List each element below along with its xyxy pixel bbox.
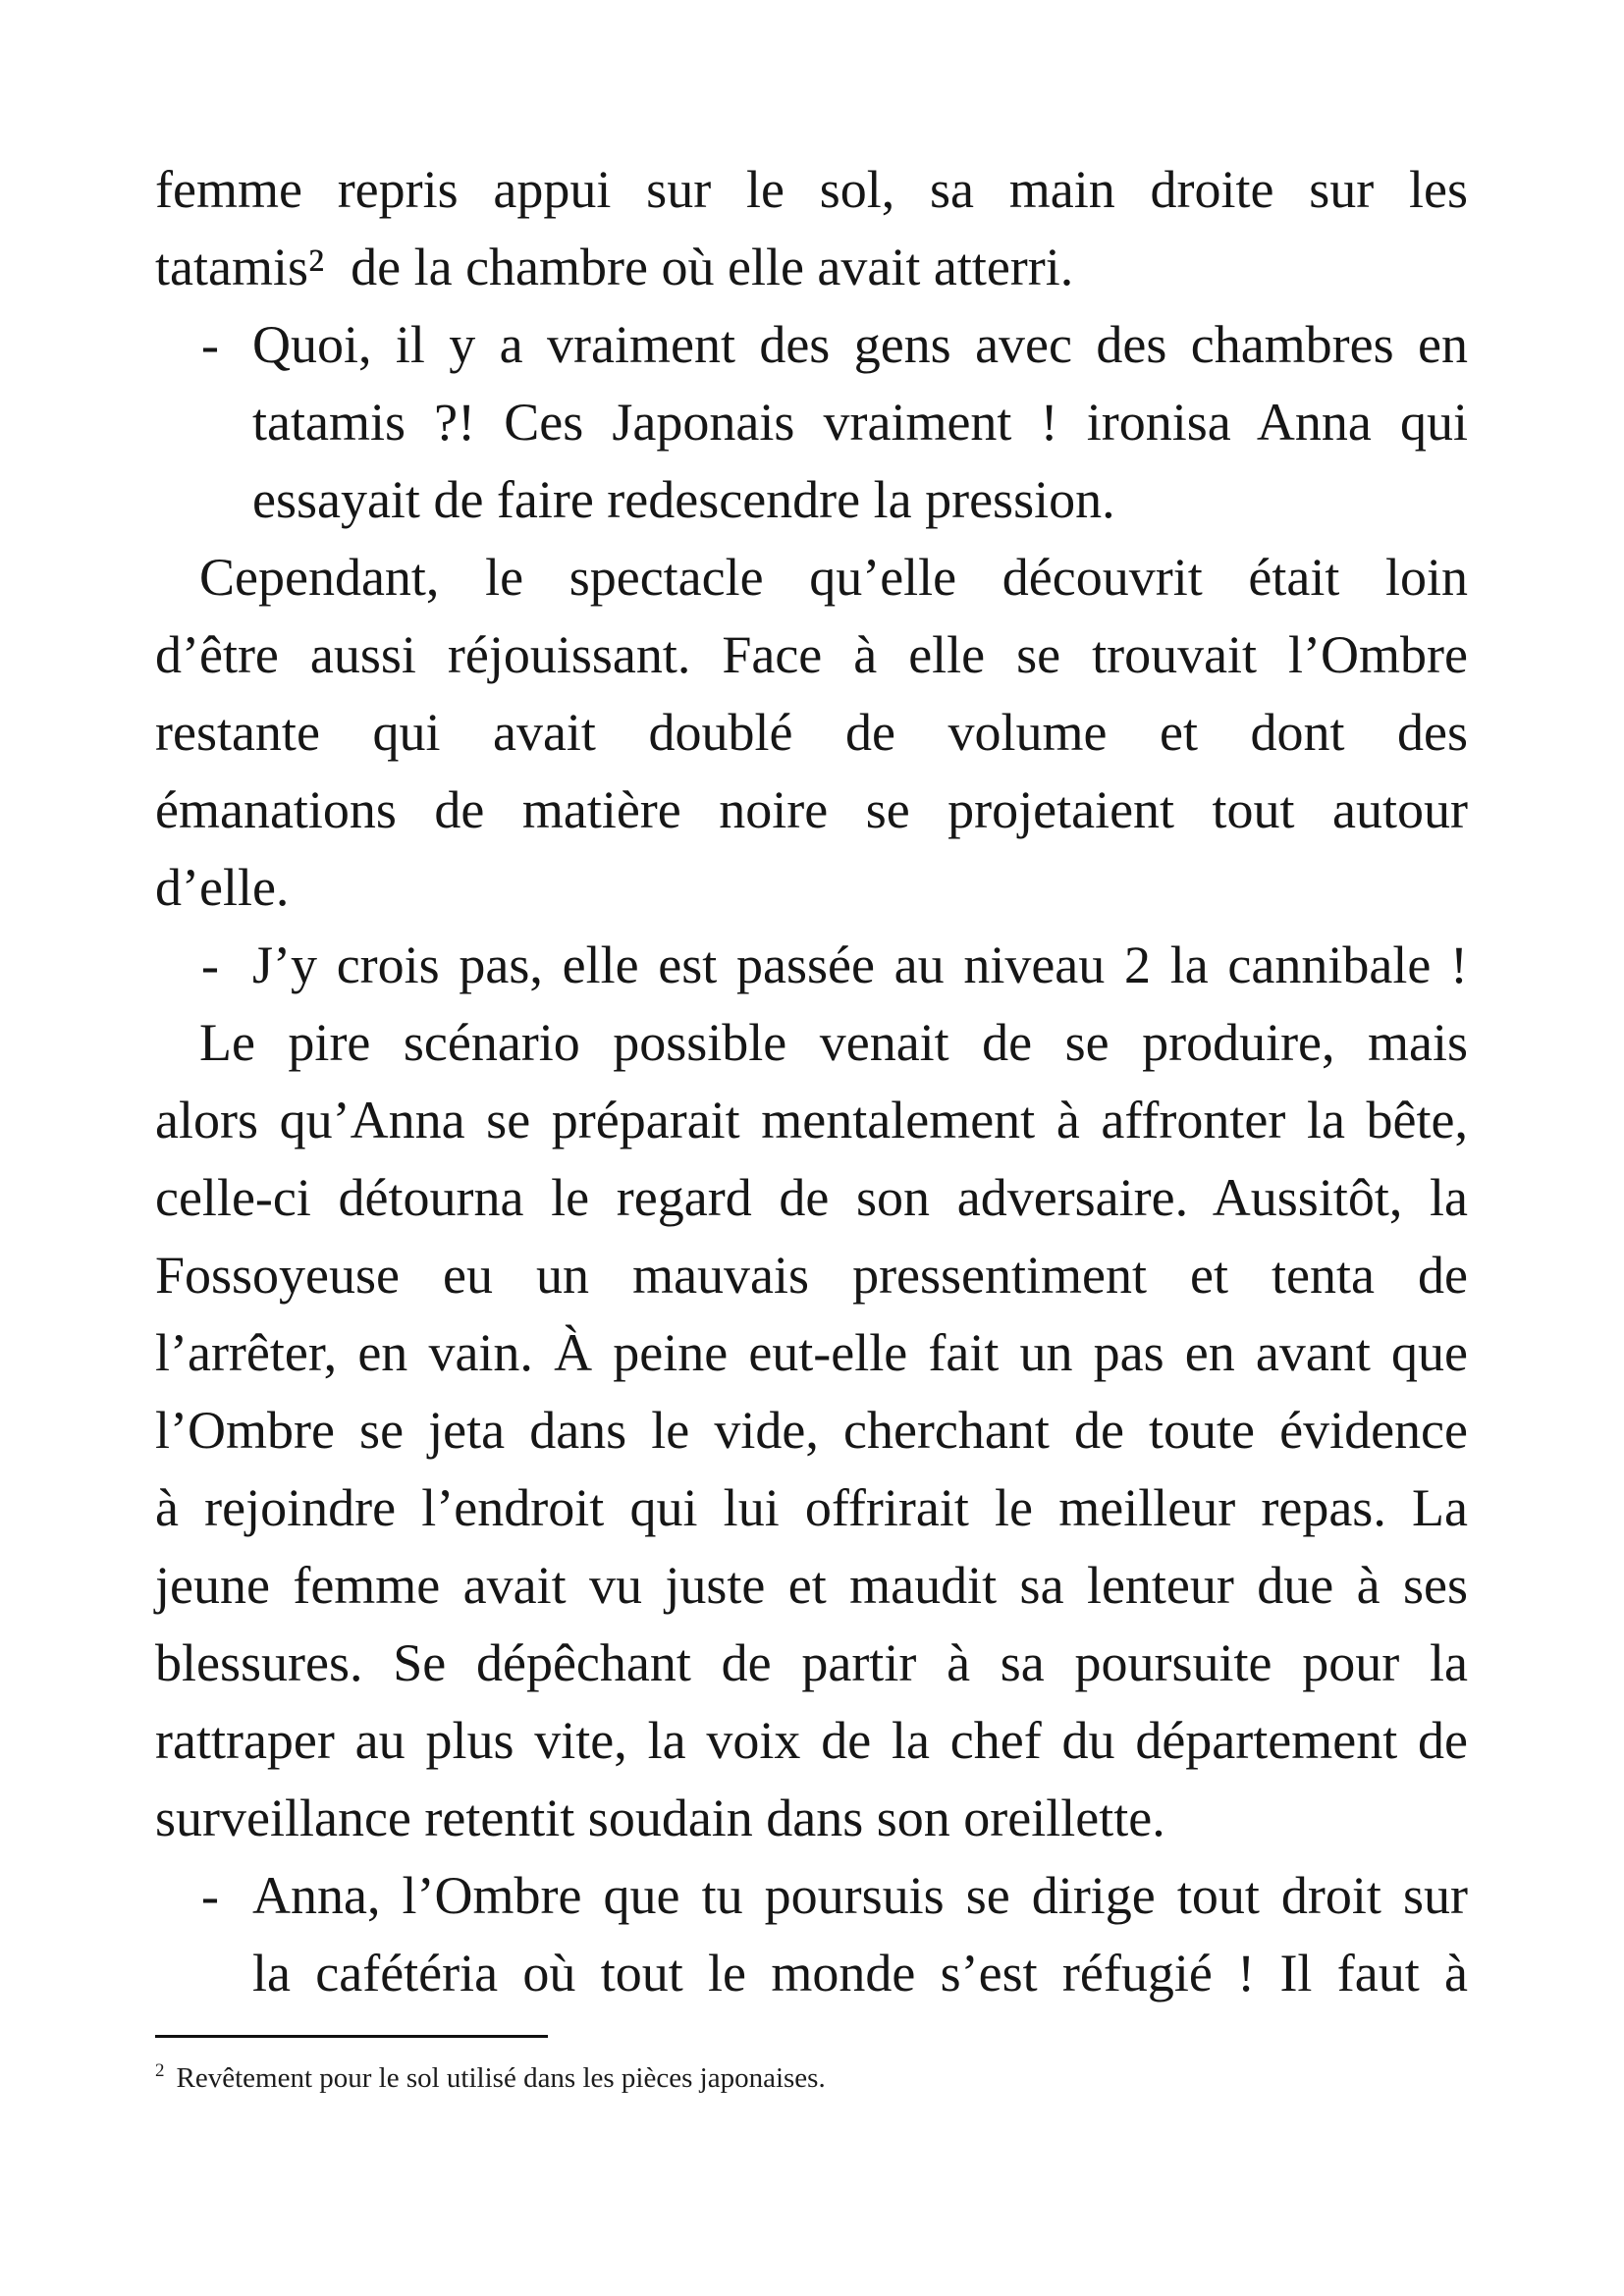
- footnote-text: Revêtement pour le sol utilisé dans les pièces japonaises.: [176, 2062, 826, 2094]
- paragraph: [155, 539, 1468, 927]
- text-line: Fossoyeuse eu un mauvais pressentiment et tenta de: [155, 1246, 1468, 1305]
- paragraph-dialogue: [155, 1857, 1468, 2012]
- text-line: l’arrêter, en vain. À peine eut-elle fait un pas en avant que: [155, 1323, 1468, 1382]
- text-line: restante qui avait doublé de volume et dont des: [155, 703, 1468, 762]
- footnote-marker: 2: [155, 2060, 165, 2082]
- text-line: [201, 306, 1468, 384]
- text-line: tatamis² de la chambre où elle avait atterri.: [155, 238, 1074, 296]
- dialogue-text: Quoi, il y a vraiment des gens avec des chambres en: [251, 315, 1468, 374]
- text-line: jeune femme avait vu juste et maudit sa lenteur due à ses: [155, 1556, 1468, 1615]
- footnote: [155, 2058, 1468, 2098]
- paragraph-dialogue: [155, 306, 1468, 539]
- text-line: rattraper au plus vite, la voix de la chef du département de: [155, 1711, 1468, 1770]
- text-line: [201, 927, 1468, 1004]
- text-line: femme repris appui sur le sol, sa main droite sur les: [155, 160, 1468, 219]
- text-line: tatamis ?! Ces Japonais vraiment ! ironisa Anna qui: [252, 393, 1468, 452]
- text-line: surveillance retentit soudain dans son oreillette.: [155, 1789, 1165, 1847]
- text-line: l’Ombre se jeta dans le vide, cherchant de toute évidence: [155, 1401, 1468, 1460]
- dialogue-text: Anna, l’Ombre que tu poursuis se dirige tout droit sur: [251, 1866, 1468, 1925]
- text-line: à rejoindre l’endroit qui lui offrirait le meilleur repas. La: [155, 1478, 1468, 1537]
- dialogue-text: J’y crois pas, elle est passée au niveau 2 la cannibale !: [251, 935, 1468, 994]
- text-line: [201, 1857, 1468, 1935]
- text-line: blessures. Se dépêchant de partir à sa poursuite pour la: [155, 1633, 1468, 1692]
- paragraph: [155, 151, 1468, 306]
- text-line: essayait de faire redescendre la pression.: [252, 470, 1115, 529]
- main-text: [155, 151, 1468, 2012]
- text-line: Le pire scénario possible venait de se produire, mais: [199, 1013, 1468, 1072]
- text-line: Cependant, le spectacle qu’elle découvrit était loin: [199, 548, 1468, 607]
- text-line: alors qu’Anna se préparait mentalement à affronter la bête,: [155, 1091, 1468, 1149]
- paragraph: [155, 1004, 1468, 1857]
- dialogue-dash: -: [201, 935, 219, 994]
- text-line: celle-ci détourna le regard de son adversaire. Aussitôt, la: [155, 1168, 1468, 1227]
- text-line: la cafétéria où tout le monde s’est réfugié ! Il faut à: [252, 1944, 1468, 2002]
- dialogue-dash: -: [201, 315, 219, 374]
- dialogue-dash: -: [201, 1866, 219, 1925]
- text-line: d’être aussi réjouissant. Face à elle se trouvait l’Ombre: [155, 625, 1468, 684]
- paragraph-dialogue: [155, 927, 1468, 1004]
- text-line: d’elle.: [155, 858, 290, 917]
- footnote-separator: [155, 2035, 548, 2038]
- text-line: émanations de matière noire se projetaient tout autour: [155, 780, 1468, 839]
